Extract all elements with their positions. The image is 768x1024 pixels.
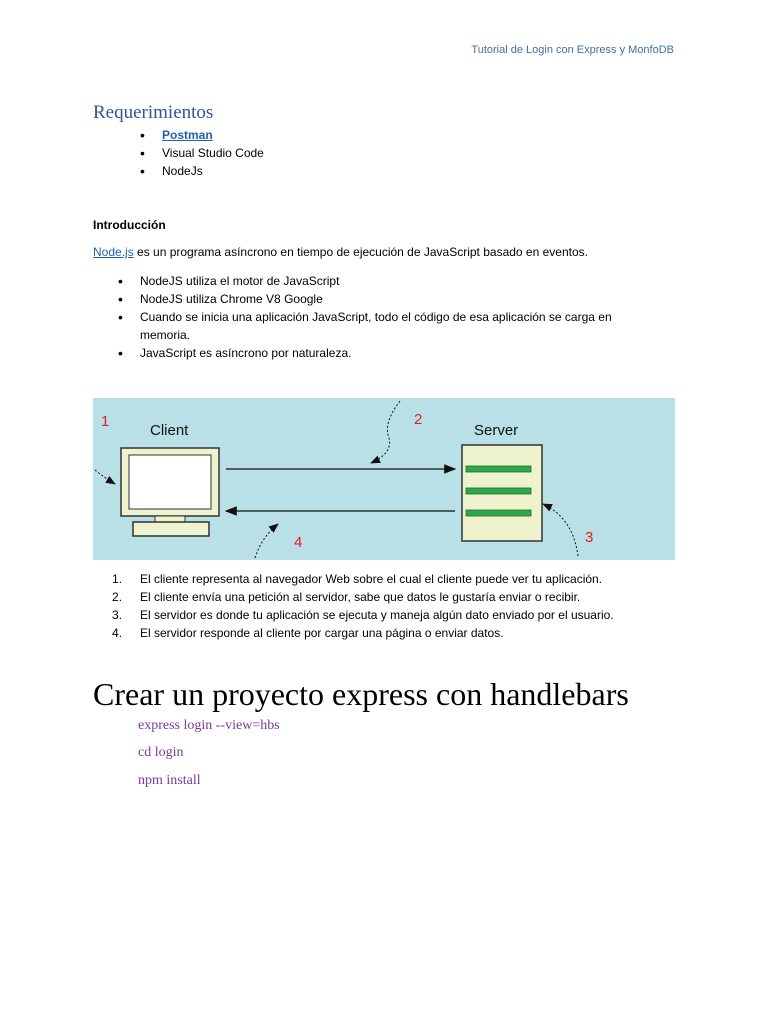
client-computer-icon — [121, 448, 219, 536]
requirements-heading: Requerimientos — [93, 102, 214, 123]
steps-list — [112, 570, 614, 642]
postman-link[interactable]: Postman — [162, 128, 213, 142]
fact-item: • Cuando se inicia una aplicación JavaScript, todo el código de esa aplicación se carga en memoria. — [118, 308, 658, 344]
marker-2: 2 — [414, 411, 423, 428]
step-item: El cliente representa al navegador Web sobre el cual el cliente puede ver tu aplicación. — [140, 572, 603, 586]
server-icon — [462, 445, 542, 541]
step-item: El servidor es donde tu aplicación se ejecuta y maneja algún dato enviado por el usuario. — [140, 608, 614, 622]
client-server-diagram — [93, 398, 675, 560]
fact-item: • NodeJS utiliza el motor de JavaScript — [118, 272, 658, 290]
requirements-list — [140, 126, 264, 180]
marker-3: 3 — [585, 529, 594, 546]
requirement-item: • NodeJs — [140, 162, 264, 180]
intro-title: Introducción — [93, 218, 166, 232]
marker-4: 4 — [294, 534, 303, 551]
intro-sentence-text: es un programa asíncrono en tiempo de ejecución de JavaScript basado en eventos. — [133, 245, 588, 259]
requirement-item[interactable] — [140, 126, 264, 144]
client-label: Client — [150, 422, 189, 439]
server-label: Server — [474, 422, 519, 439]
step-item: El cliente envía una petición al servidor, sabe que datos le gustaría enviar o recibir. — [140, 590, 581, 604]
fact-item: • JavaScript es asíncrono por naturaleza. — [118, 344, 658, 362]
command-line: cd login — [138, 745, 184, 760]
step-item: El servidor responde al cliente por cargar una página o enviar datos. — [140, 626, 504, 640]
command-line: express login --view=hbs — [138, 718, 280, 733]
fact-item: • NodeJS utiliza Chrome V8 Google — [118, 290, 658, 308]
nodejs-link[interactable]: Node.js — [93, 245, 134, 259]
marker-1: 1 — [101, 413, 110, 430]
command-line: npm install — [138, 773, 201, 788]
intro-sentence — [93, 245, 588, 259]
document-header: Tutorial de Login con Express y MonfoDB — [471, 44, 674, 56]
requirement-item: • Visual Studio Code — [140, 144, 264, 162]
section-title: Crear un proyecto express con handlebars — [93, 676, 629, 712]
intro-facts-list — [118, 272, 658, 362]
